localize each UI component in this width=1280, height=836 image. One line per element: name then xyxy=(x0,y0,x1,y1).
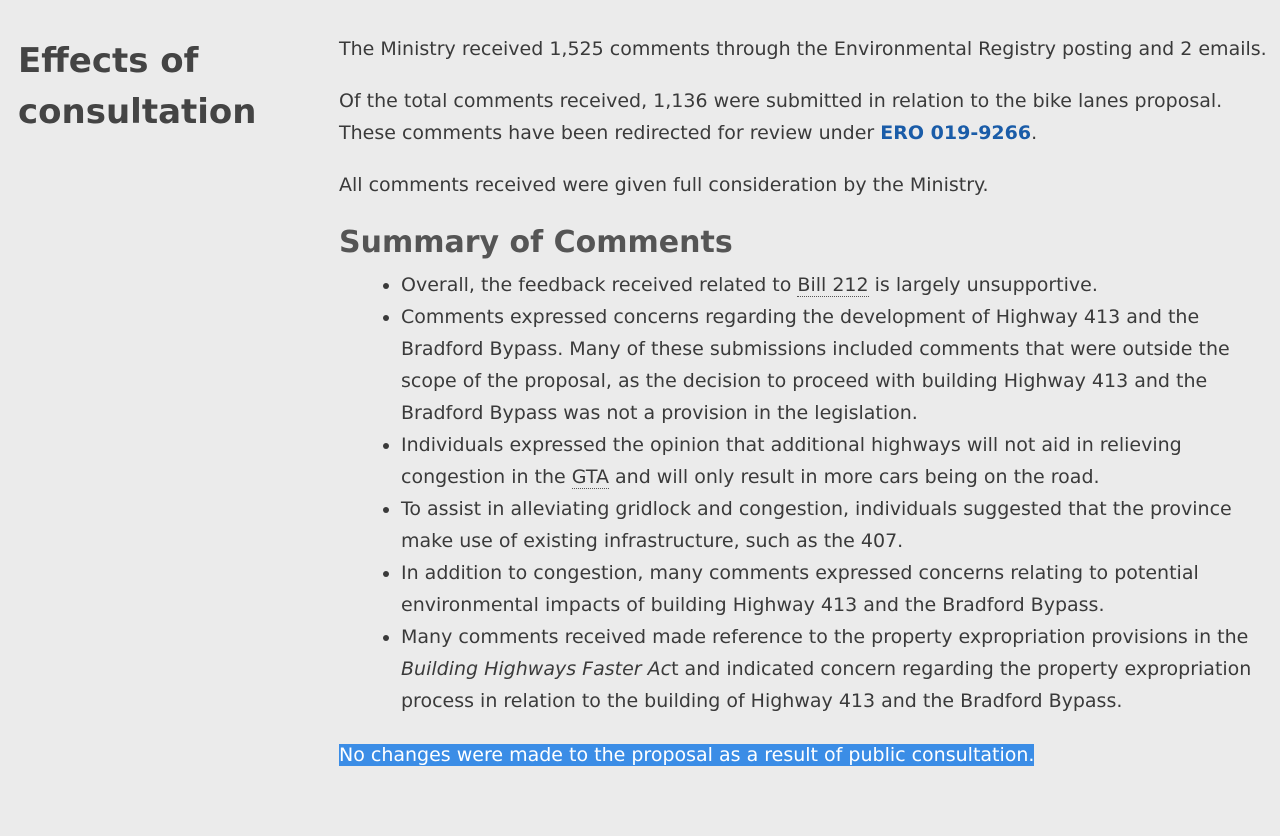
list-item-text: and will only result in more cars being on the road. xyxy=(608,466,1100,488)
list-item: • To assist in alleviating gridlock and congestion, individuals suggested that the province make use of existing infrastructure, such as the 407. xyxy=(401,493,1274,557)
summary-list xyxy=(339,269,1274,717)
consultation-content xyxy=(339,33,1274,791)
no-changes-paragraph xyxy=(339,739,1274,771)
list-item-text: t and indicated concern regarding the property expropriation process in relation to the building of Highway 413 and the Bradford Bypass. xyxy=(401,658,1252,712)
section-title: Effects of consultation xyxy=(18,41,257,132)
consideration-paragraph: All comments received were given full consideration by the Ministry. xyxy=(339,174,989,196)
act-title: Building Highways Faster Ac xyxy=(401,658,672,680)
bike-lanes-period: . xyxy=(1031,122,1038,144)
list-item: • Comments expressed concerns regarding the development of Highway 413 and the Bradford Bypass. Many of these submissions included comments that were outside the scope of the proposal, as the decision to proceed with building Highway 413 and the Bradford Bypass was not a provision in the legislation. xyxy=(401,301,1274,429)
selected-text[interactable]: No changes were made to the proposal as a result of public consultation. xyxy=(339,744,1035,766)
list-item xyxy=(401,429,1274,493)
list-item-text: Overall, the feedback received related to xyxy=(401,274,798,296)
list-item: • In addition to congestion, many comments expressed concerns relating to potential environmental impacts of building Highway 413 and the Bradford Bypass. xyxy=(401,557,1274,621)
gta-abbreviation[interactable]: GTA xyxy=(571,466,609,488)
list-item-text: is largely unsupportive. xyxy=(868,274,1098,296)
list-item xyxy=(401,269,1274,301)
comments-received-paragraph: The Ministry received 1,525 comments through the Environmental Registry posting and 2 emails. xyxy=(339,38,1267,60)
list-item-text: Many comments received made reference to the property expropriation provisions in the xyxy=(401,626,1249,648)
bike-lanes-text: Of the total comments received, 1,136 were submitted in relation to the bike lanes proposal. These comments have been redirected for review under xyxy=(339,90,1223,144)
summary-heading: Summary of Comments xyxy=(339,225,733,260)
list-item xyxy=(401,621,1274,717)
ero-link[interactable]: ERO 019-9266 xyxy=(880,122,1032,144)
bill-abbreviation[interactable]: Bill 212 xyxy=(797,274,869,296)
list-item-text: Individuals expressed the opinion that additional highways will not aid in relieving congestion in the xyxy=(401,434,1182,488)
bike-lanes-paragraph xyxy=(339,85,1274,149)
